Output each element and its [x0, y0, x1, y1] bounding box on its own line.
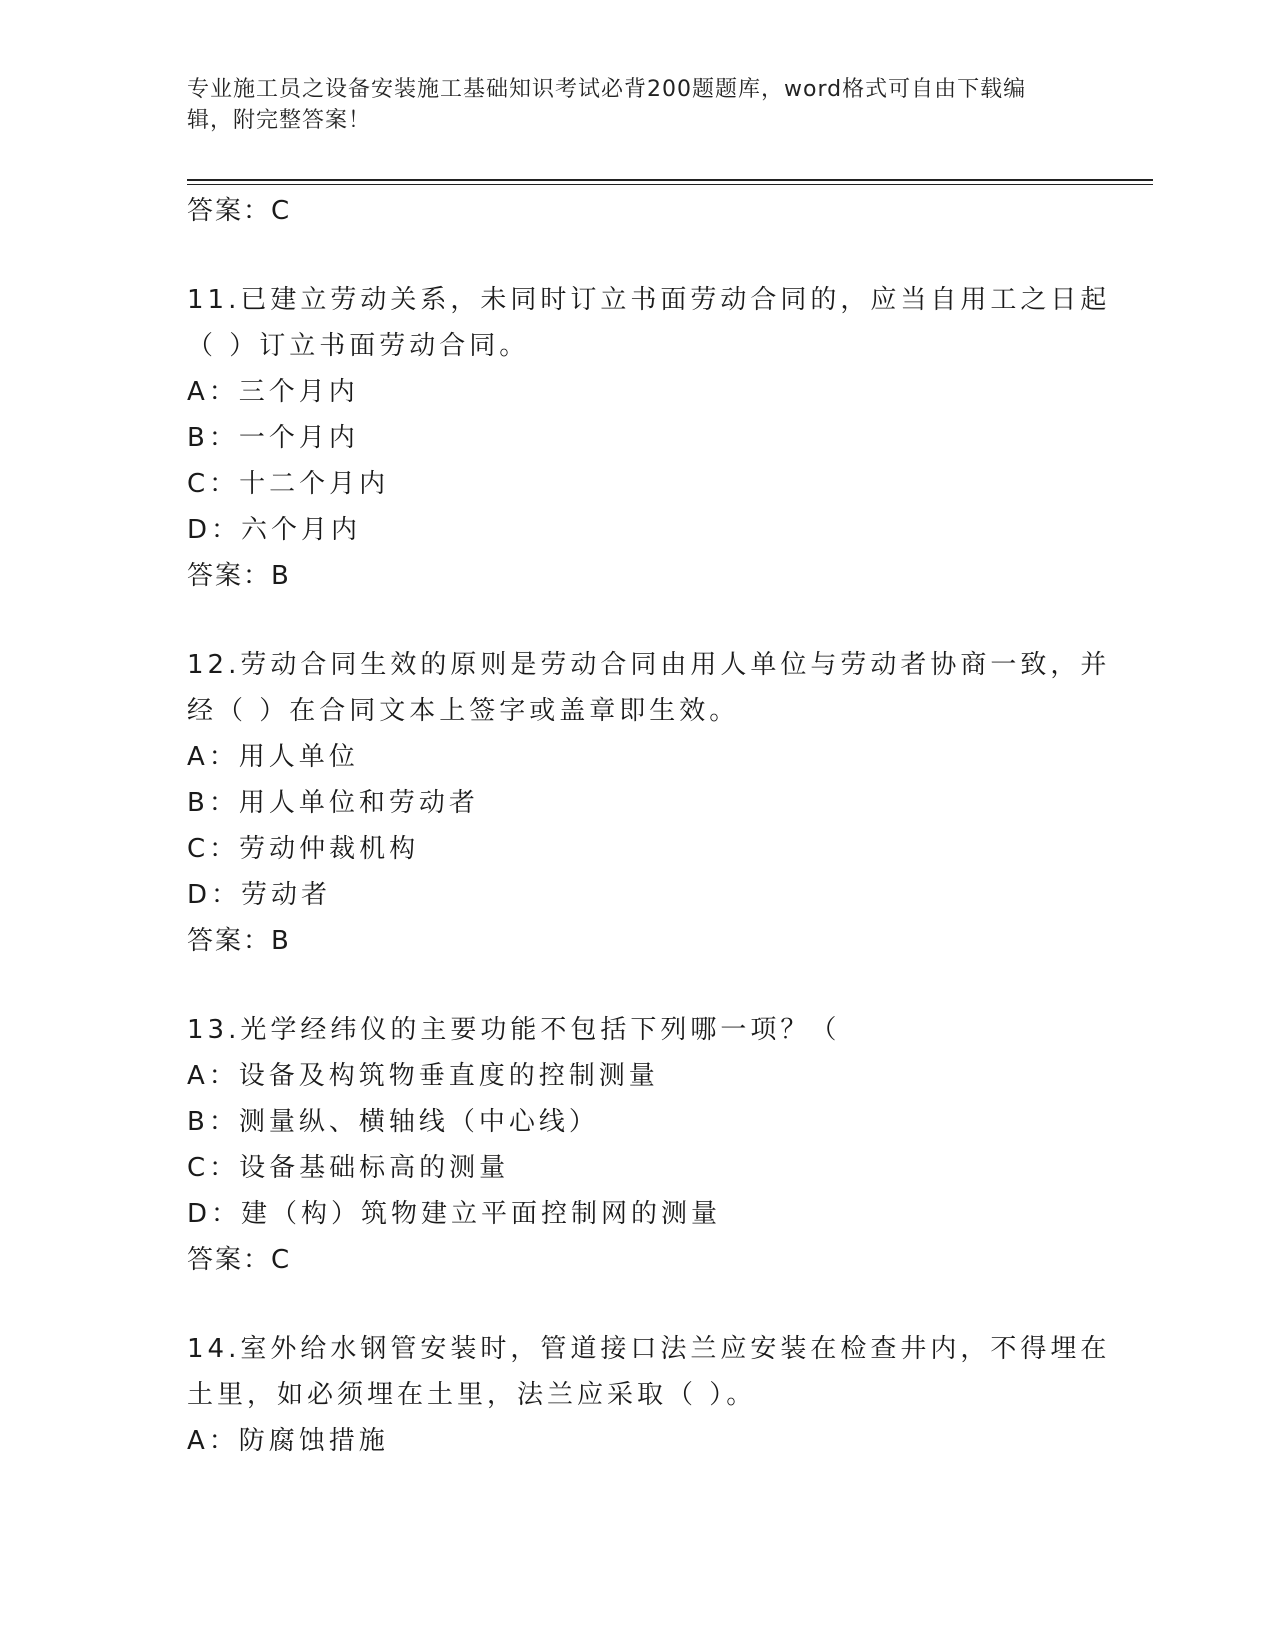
question-13 — [187, 1007, 1087, 1283]
question-number: 11. — [187, 285, 241, 315]
document-title: 专业施工员之设备安装施工基础知识考试必背200题题库，word格式可自由下载编辑，附完整答案！ — [187, 77, 1027, 133]
question-text: 已建立劳动关系，未同时订立书面劳动合同的，应当自用工之日起 — [240, 285, 1111, 315]
question-text: 劳动合同生效的原则是劳动合同由用人单位与劳动者协商一致，并 — [240, 650, 1111, 680]
document-header — [187, 74, 1067, 136]
option-c: C：劳动仲裁机构 — [187, 834, 420, 864]
question-number: 14. — [187, 1334, 241, 1364]
option-b: B：用人单位和劳动者 — [187, 788, 479, 818]
header-divider-thick — [187, 179, 1153, 181]
header-divider-thin — [187, 184, 1153, 185]
question-11 — [187, 277, 1111, 599]
answer: 答案：C — [187, 1245, 292, 1275]
option-d: D：劳动者 — [187, 880, 332, 910]
option-a: A：三个月内 — [187, 377, 359, 407]
question-text: 室外给水钢管安装时，管道接口法兰应安装在检查井内，不得埋在 — [240, 1334, 1111, 1364]
question-list — [187, 188, 1111, 1464]
option-b: B：测量纵、横轴线（中心线） — [187, 1107, 599, 1137]
option-a: A：设备及构筑物垂直度的控制测量 — [187, 1061, 659, 1091]
option-a: A：防腐蚀措施 — [187, 1426, 389, 1456]
question-text-continued: 土里，如必须埋在土里，法兰应采取（ ）。 — [187, 1380, 757, 1410]
option-d: D：建（构）筑物建立平面控制网的测量 — [187, 1199, 722, 1229]
option-c: C：十二个月内 — [187, 469, 390, 499]
question-number: 13. — [187, 1015, 241, 1045]
previous-answer: 答案：C — [187, 196, 292, 226]
question-14 — [187, 1326, 1111, 1464]
answer: 答案：B — [187, 561, 291, 591]
option-b: B：一个月内 — [187, 423, 359, 453]
question-text-continued: （ ）订立书面劳动合同。 — [187, 331, 530, 361]
answer: 答案：B — [187, 926, 291, 956]
question-text: 光学经纬仪的主要功能不包括下列哪一项？（ — [240, 1015, 841, 1045]
option-c: C：设备基础标高的测量 — [187, 1153, 510, 1183]
question-number: 12. — [187, 650, 241, 680]
option-a: A：用人单位 — [187, 742, 359, 772]
question-12 — [187, 642, 1111, 964]
option-d: D：六个月内 — [187, 515, 362, 545]
question-text-continued: 经（ ）在合同文本上签字或盖章即生效。 — [187, 696, 740, 726]
